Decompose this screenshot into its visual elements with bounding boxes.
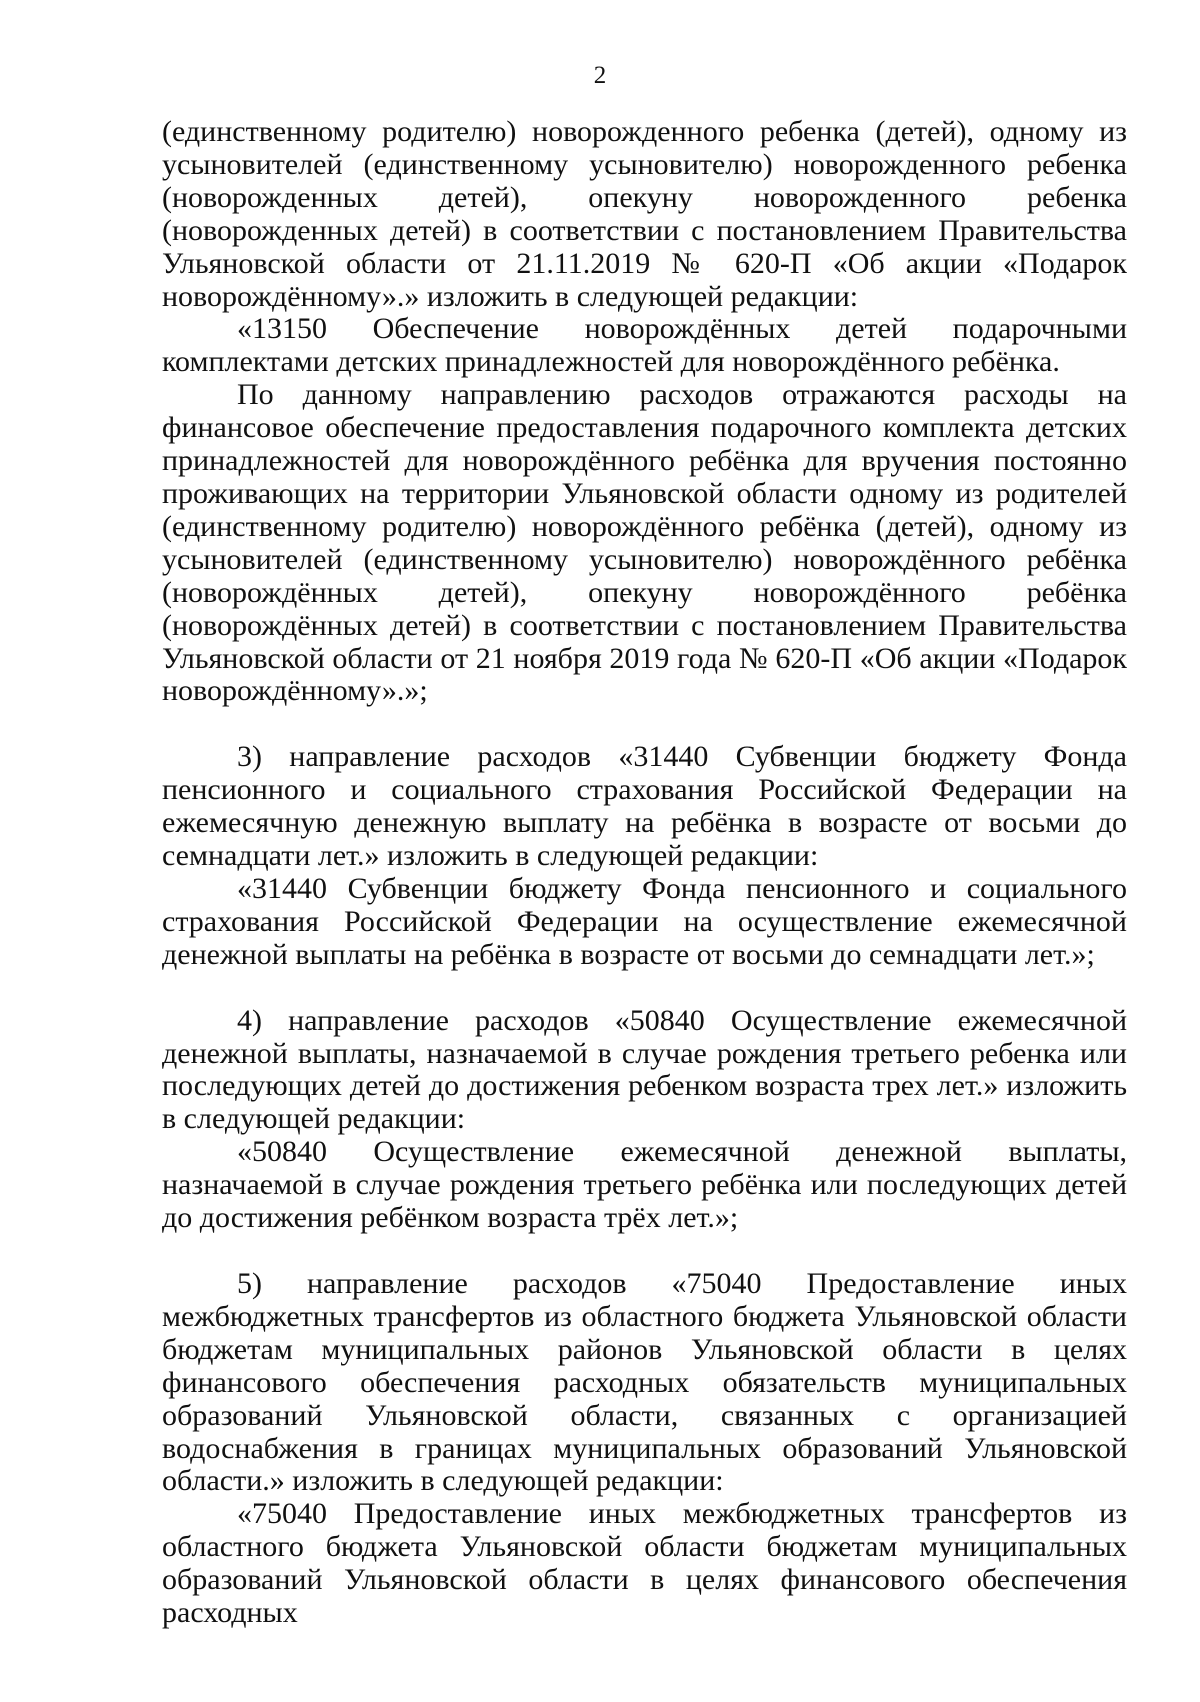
paragraph-item-4: 4) направление расходов «50840 Осуществление ежемесячной денежной выплаты, назначаемой в случае рождения третьего ребенка или последующих детей до достижения ребенком возраста трех лет.» изложить в следующей редакции: <box>162 1003 1127 1136</box>
paragraph-quote-13150: «13150 Обеспечение новорождённых детей подарочными комплектами детских принадлежностей для новорождённого ребёнка. <box>162 312 1127 379</box>
paragraph-13150-description: По данному направлению расходов отражаются расходы на финансовое обеспечение предоставления подарочного комплекта детских принадлежностей для новорождённого ребёнка для вручения постоянно проживающих на территории Ульяновской области одному из родителей (единственному родителю) новорождённого ребёнка (детей), одному из усыновителей (единственному усыновителю) новорождённого ребёнка (новорождённых детей), опекуну новорождённого ребёнка (новорождённых детей) в соответствии с постановлением Правительства Ульяновской области от 21 ноября 2019 года № 620-П «Об акции «Подарок новорождённому».»; <box>162 378 1127 708</box>
paragraph-spacer <box>162 972 1127 1005</box>
paragraph-spacer <box>162 708 1127 741</box>
page-number: 2 <box>593 62 607 89</box>
paragraph-item-3: 3) направление расходов «31440 Субвенции бюджету Фонда пенсионного и социального страхования Российской Федерации на ежемесячную денежную выплату на ребёнка в возрасте от восьми до семнадцати лет.» изложить в следующей редакции: <box>162 740 1127 873</box>
paragraph-item-5: 5) направление расходов «75040 Предоставление иных межбюджетных трансфертов из областного бюджета Ульяновской области бюджетам муниципальных районов Ульяновской области в целях финансового обеспечения расходных обязательств муниципальных образований Ульяновской области, связанных с организацией водоснабжения в границах муниципальных образований Ульяновской области.» изложить в следующей редакции: <box>162 1267 1127 1498</box>
paragraph-quote-50840: «50840 Осуществление ежемесячной денежной выплаты, назначаемой в случае рождения третьего ребёнка или последующих детей до достижения ребёнком возраста трёх лет.»; <box>162 1135 1127 1235</box>
document-body <box>162 116 1127 1630</box>
paragraph-spacer <box>162 1235 1127 1268</box>
paragraph-continuation: (единственному родителю) новорожденного ребенка (детей), одному из усыновителей (единственному усыновителю) новорожденного ребенка (новорожденных детей), опекуну новорожденного ребенка (новорожденных детей) в соответствии с постановлением Правительства Ульяновской области от 21.11.2019 № 620-П «Об акции «Подарок новорождённому».» изложить в следующей редакции: <box>162 115 1127 313</box>
paragraph-quote-31440: «31440 Субвенции бюджету Фонда пенсионного и социального страхования Российской Федерации на осуществление ежемесячной денежной выплаты на ребёнка в возрасте от восьми до семнадцати лет.»; <box>162 871 1127 971</box>
paragraph-quote-75040: «75040 Предоставление иных межбюджетных трансфертов из областного бюджета Ульяновской области бюджетам муниципальных образований Ульяновской области в целях финансового обеспечения расходных <box>162 1497 1127 1630</box>
